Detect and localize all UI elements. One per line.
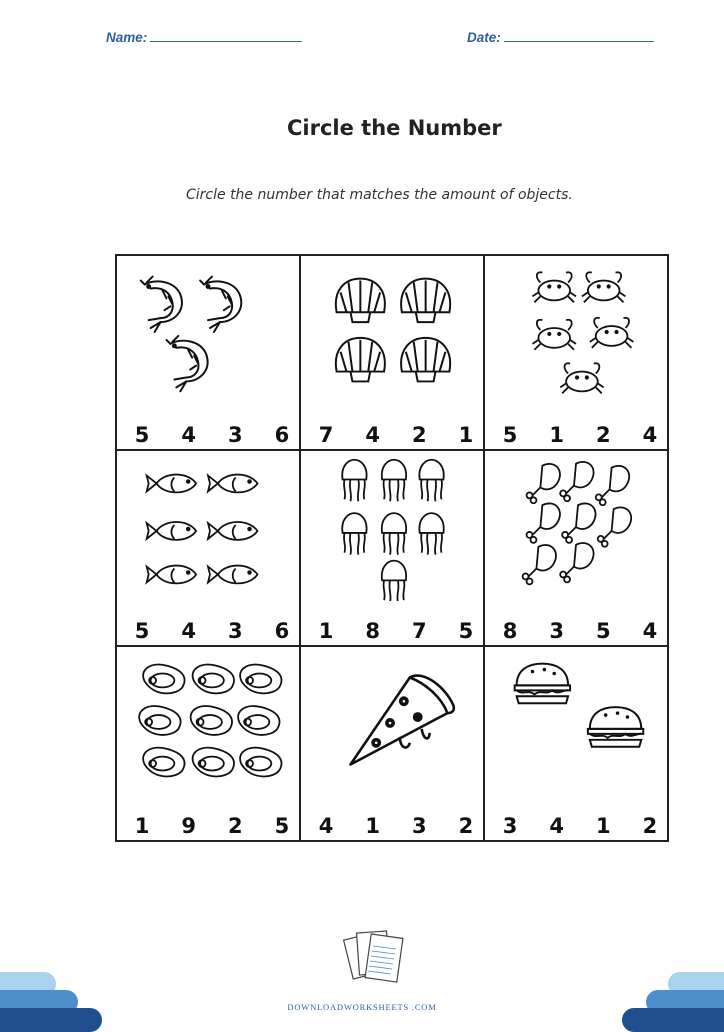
worksheet-grid [115,254,669,842]
choice[interactable]: 8 [502,618,518,643]
choice[interactable]: 4 [642,618,658,643]
cell-fish [116,450,300,645]
date-field[interactable] [467,30,654,45]
choice[interactable]: 3 [228,618,243,643]
cell-drumstick [484,450,668,645]
wave-left-dark [0,1008,102,1032]
choice[interactable]: 4 [642,423,658,448]
name-label: Name: [106,30,148,45]
choice[interactable]: 3 [412,813,427,838]
worksheets-logo-icon [340,922,408,990]
cell-burger [484,646,668,841]
steak-icon [117,647,299,797]
cell-pizza [300,646,484,841]
choice[interactable]: 4 [181,618,196,643]
name-field[interactable] [106,30,302,45]
choice[interactable]: 3 [228,423,243,448]
choices [499,814,661,838]
choices [499,423,661,447]
choice[interactable]: 2 [642,813,658,838]
name-line [150,31,302,42]
choice[interactable]: 1 [365,813,380,838]
choices [499,619,661,643]
choices [131,619,293,643]
choice[interactable]: 1 [596,813,611,838]
crab-icon [485,256,667,406]
cell-crab [484,255,668,450]
choice[interactable]: 4 [549,813,564,838]
choice[interactable]: 4 [365,423,380,448]
cell-shrimp [116,255,300,450]
choice[interactable]: 4 [181,423,196,448]
choice[interactable]: 3 [502,813,518,838]
choice[interactable]: 7 [412,618,427,643]
choices [131,814,293,838]
choice[interactable]: 1 [458,423,474,448]
choices [315,423,477,447]
squid-icon [301,451,483,601]
drumstick-icon [485,451,667,601]
pizza-icon [301,647,483,797]
cell-steak [116,646,300,841]
choice[interactable]: 7 [318,423,334,448]
date-line [504,31,654,42]
choice[interactable]: 2 [412,423,427,448]
fish-icon [117,451,299,601]
choice[interactable]: 2 [228,813,243,838]
burger-icon [485,647,667,797]
choice[interactable]: 2 [458,813,474,838]
choice[interactable]: 8 [365,618,380,643]
wave-right-dark [622,1008,724,1032]
choices [315,814,477,838]
page-title: Circle the Number [287,116,502,140]
choice[interactable]: 5 [502,423,518,448]
choice[interactable]: 5 [134,618,150,643]
cell-squid [300,450,484,645]
choice[interactable]: 9 [181,813,196,838]
instruction-text: Circle the number that matches the amount of objects. [186,187,573,203]
footer-site: DOWNLOADWORKSHEETS .COM [287,1002,437,1012]
choice[interactable]: 4 [318,813,334,838]
choice[interactable]: 3 [549,618,564,643]
choice[interactable]: 5 [596,618,611,643]
choices [315,619,477,643]
choice[interactable]: 1 [318,618,334,643]
date-label: Date: [467,30,501,45]
shrimp-icon [117,256,299,406]
choice[interactable]: 2 [596,423,611,448]
cell-shell [300,255,484,450]
choice[interactable]: 5 [134,423,150,448]
choice[interactable]: 5 [274,813,290,838]
choice[interactable]: 1 [134,813,150,838]
choice[interactable]: 6 [274,618,290,643]
shell-icon [301,256,483,406]
choice[interactable]: 5 [458,618,474,643]
choice[interactable]: 6 [274,423,290,448]
choice[interactable]: 1 [549,423,564,448]
choices [131,423,293,447]
